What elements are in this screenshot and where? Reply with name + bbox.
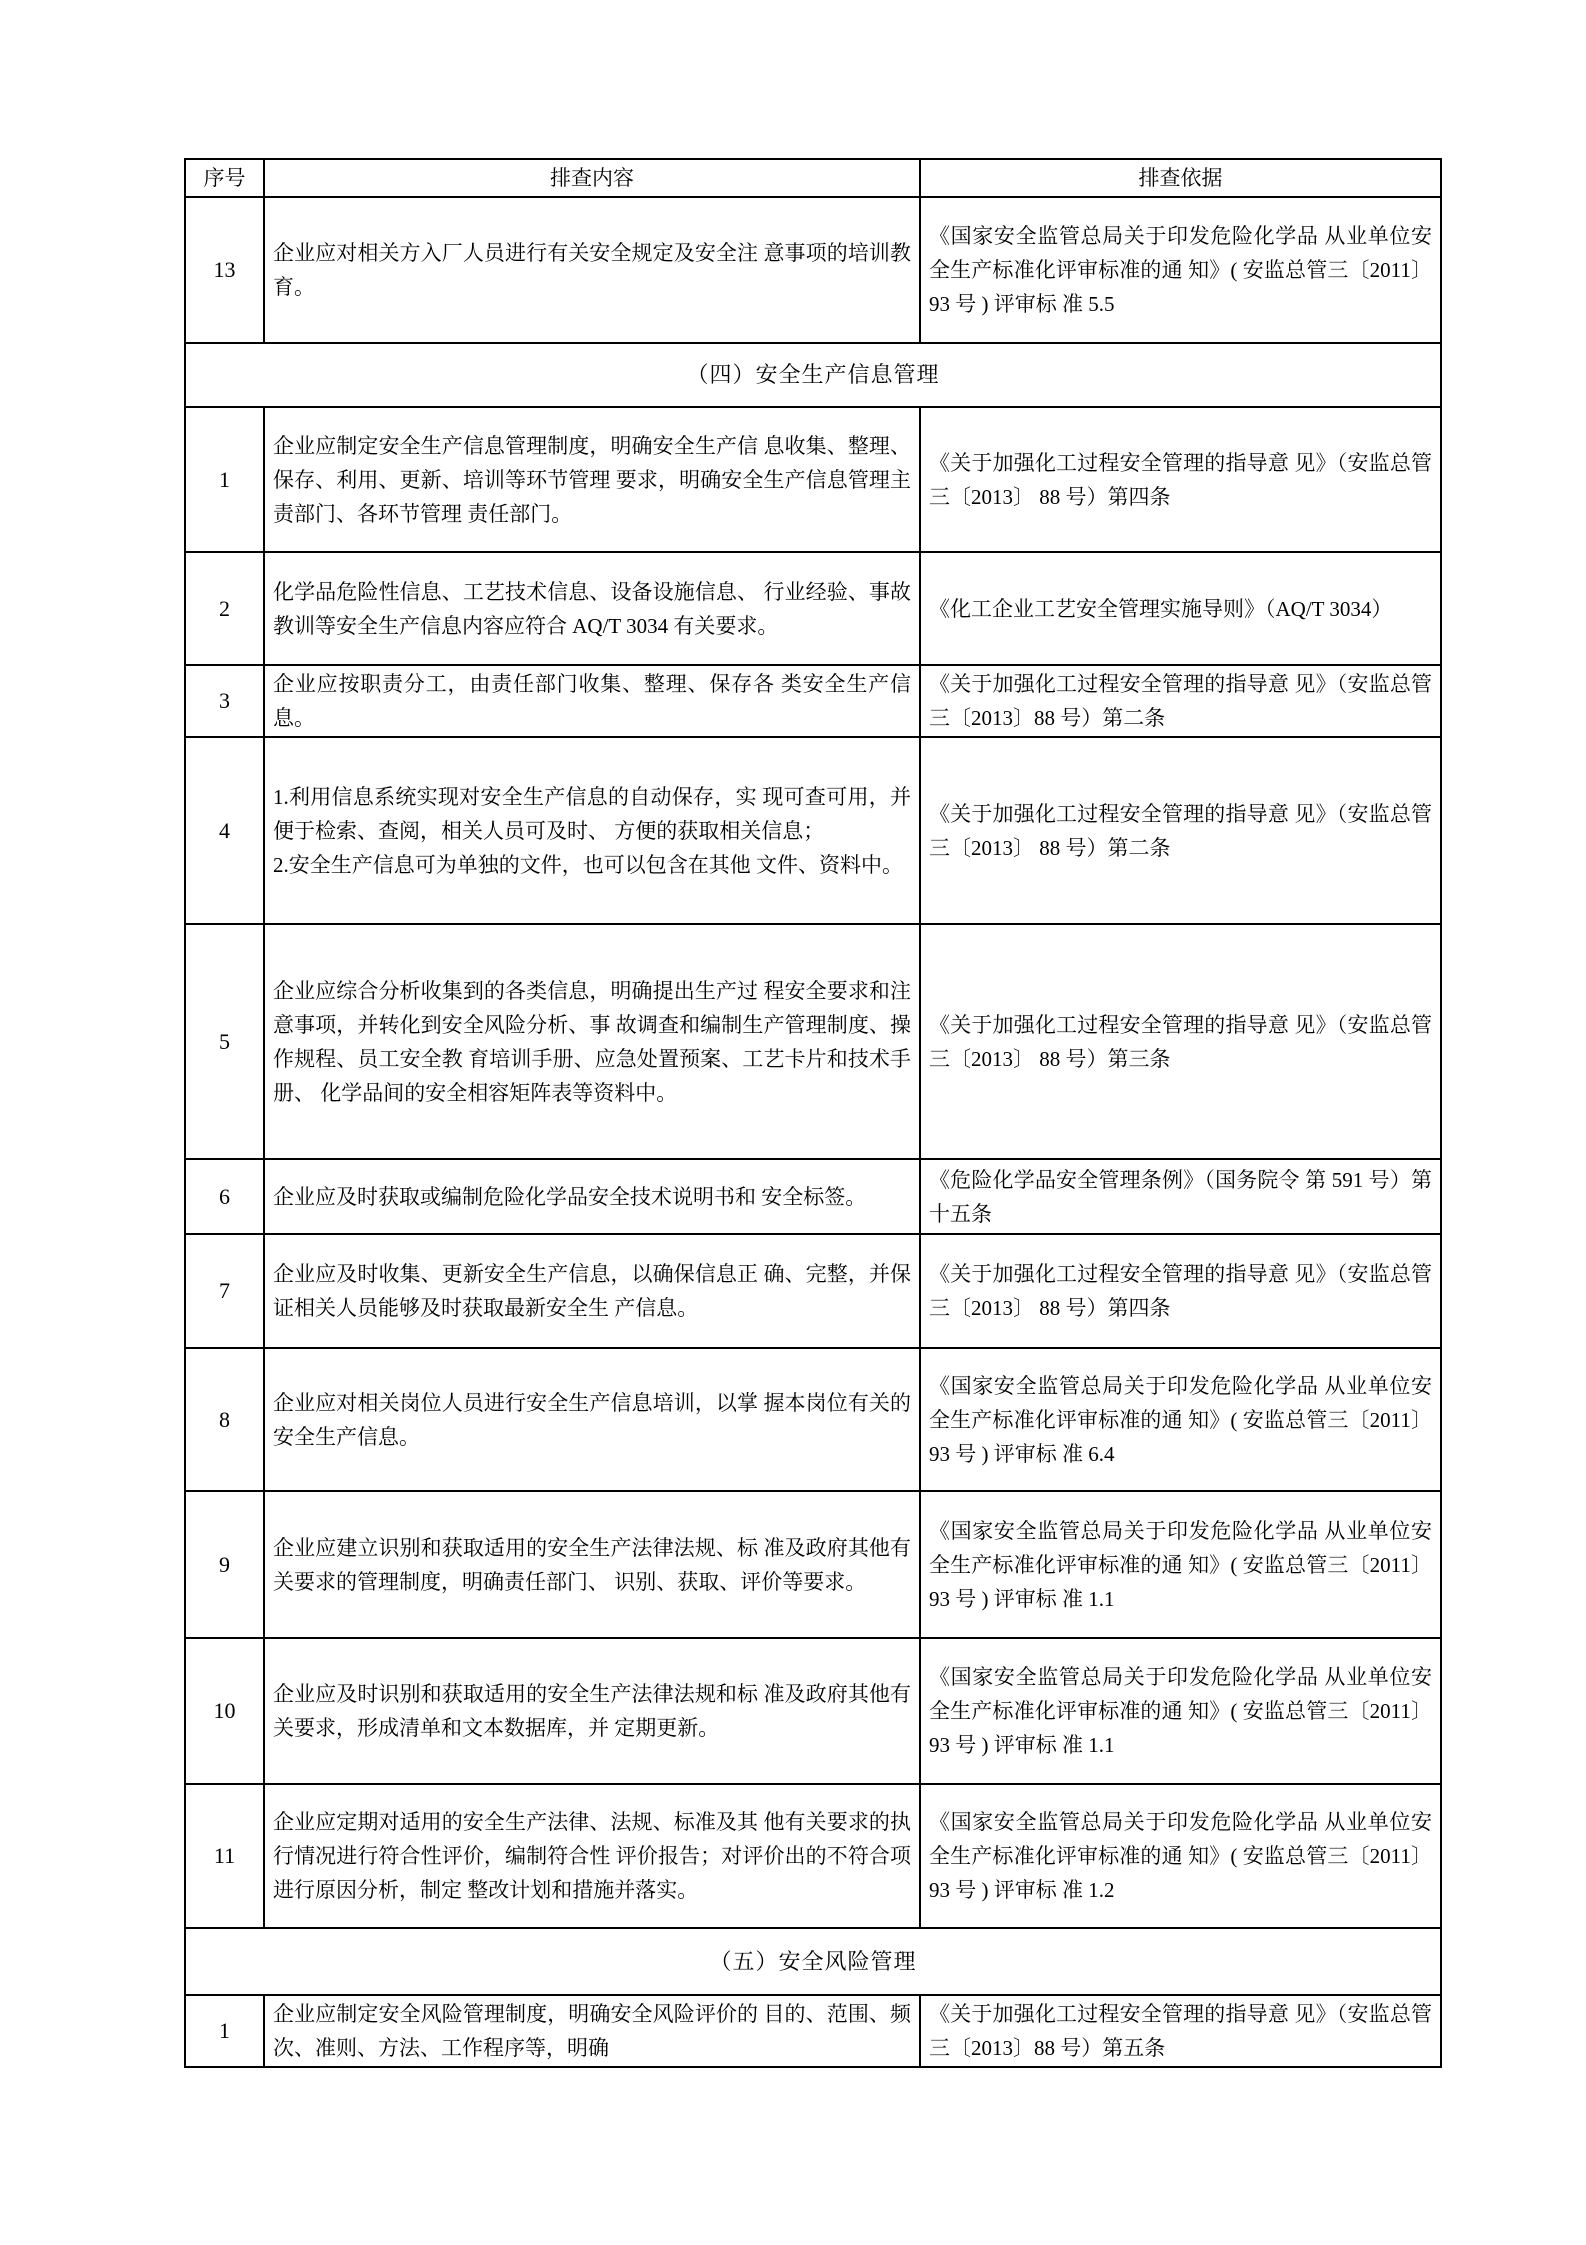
row-number-cell: 6	[185, 1159, 264, 1234]
inspection-content-cell	[264, 407, 920, 552]
inspection-content-cell	[264, 197, 920, 343]
table-row	[185, 924, 1441, 1159]
table-row	[185, 1159, 1441, 1234]
row-number-cell: 2	[185, 552, 264, 665]
content-paragraph: 企业应定期对适用的安全生产法律、法规、标准及其 他有关要求的执行情况进行符合性评价，编制符合性 评价报告；对评价出的不符合项进行原因分析，制定 整改计划和措施并落实。	[273, 1810, 911, 1902]
inspection-content-cell	[264, 1491, 920, 1638]
inspection-content-cell	[264, 737, 920, 924]
content-paragraph: 化学品危险性信息、工艺技术信息、设备设施信息、 行业经验、事故教训等安全生产信息内容应符合 AQ/T 3034 有关要求。	[273, 579, 911, 638]
content-paragraph: 企业应建立识别和获取适用的安全生产法律法规、标 准及政府其他有关要求的管理制度，明确责任部门、 识别、获取、评价等要求。	[273, 1535, 911, 1594]
row-number-cell: 7	[185, 1234, 264, 1348]
inspection-content-cell	[264, 924, 920, 1159]
content-paragraph: 企业应及时获取或编制危险化学品安全技术说明书和 安全标签。	[273, 1184, 867, 1209]
table-row	[185, 1638, 1441, 1784]
header-cell-no: 序号	[185, 159, 264, 197]
inspection-content-cell	[264, 1784, 920, 1928]
section-title: （四）安全生产信息管理	[185, 343, 1441, 407]
inspection-basis-cell: 《国家安全监管总局关于印发危险化学品 从业单位安全生产标准化评审标准的通 知》( 安监总管三〔2011〕93 号 ) 评审标 准 1.1	[920, 1638, 1441, 1784]
table-row	[185, 665, 1441, 737]
row-number-cell: 4	[185, 737, 264, 924]
row-number-cell: 3	[185, 665, 264, 737]
table-row	[185, 1348, 1441, 1491]
inspection-basis-cell: 《化工企业工艺安全管理实施导则》（AQ/T 3034）	[920, 552, 1441, 665]
inspection-content-cell	[264, 1234, 920, 1348]
content-paragraph: 企业应及时识别和获取适用的安全生产法律法规和标 准及政府其他有关要求，形成清单和文本数据库，并 定期更新。	[273, 1682, 911, 1740]
header-cell-content: 排查内容	[264, 159, 920, 197]
table-row	[185, 1784, 1441, 1928]
inspection-basis-cell: 《关于加强化工过程安全管理的指导意 见》（安监总管三〔2013〕 88 号）第二条	[920, 737, 1441, 924]
inspection-table	[184, 158, 1442, 2068]
inspection-content-cell	[264, 1995, 920, 2067]
inspection-basis-cell: 《关于加强化工过程安全管理的指导意 见》（安监总管三〔2013〕 88 号）第三条	[920, 924, 1441, 1159]
inspection-basis-cell: 《国家安全监管总局关于印发危险化学品 从业单位安全生产标准化评审标准的通 知》( 安监总管三〔2011〕 93 号 ) 评审标 准 6.4	[920, 1348, 1441, 1491]
table-body	[185, 197, 1441, 2067]
row-number-cell: 9	[185, 1491, 264, 1638]
inspection-basis-cell: 《关于加强化工过程安全管理的指导意 见》（安监总管三〔2013〕 88 号）第四条	[920, 1234, 1441, 1348]
inspection-content-cell	[264, 1159, 920, 1234]
table-row	[185, 197, 1441, 343]
content-paragraph: 1.利用信息系统实现对安全生产信息的自动保存，实 现可查可用，并便于检索、查阅，相关人员可及时、 方便的获取相关信息；	[273, 784, 911, 843]
content-paragraph: 2.安全生产信息可为单独的文件，也可以包含在其他 文件、资料中。	[273, 852, 903, 877]
inspection-content-cell	[264, 665, 920, 737]
row-number-cell: 1	[185, 407, 264, 552]
row-number-cell: 1	[185, 1995, 264, 2067]
table-row	[185, 1995, 1441, 2067]
inspection-basis-cell: 《关于加强化工过程安全管理的指导意 见》（安监总管三〔2013〕88 号）第五条	[920, 1995, 1441, 2067]
inspection-basis-cell: 《关于加强化工过程安全管理的指导意 见》（安监总管三〔2013〕88 号）第二条	[920, 665, 1441, 737]
header-cell-basis: 排查依据	[920, 159, 1441, 197]
inspection-content-cell	[264, 1638, 920, 1784]
inspection-content-cell	[264, 552, 920, 665]
inspection-content-cell	[264, 1348, 920, 1491]
inspection-basis-cell: 《关于加强化工过程安全管理的指导意 见》（安监总管三〔2013〕 88 号）第四条	[920, 407, 1441, 552]
section-row	[185, 1928, 1441, 1995]
content-paragraph: 企业应制定安全风险管理制度，明确安全风险评价的 目的、范围、频次、准则、方法、工作程序等，明确	[273, 2002, 911, 2060]
content-paragraph: 企业应及时收集、更新安全生产信息，以确保信息正 确、完整，并保证相关人员能够及时获取最新安全生 产信息。	[273, 1262, 911, 1320]
table-row	[185, 737, 1441, 924]
content-paragraph: 企业应对相关方入厂人员进行有关安全规定及安全注 意事项的培训教育。	[273, 241, 911, 299]
inspection-basis-cell: 《危险化学品安全管理条例》（国务院令 第 591 号）第十五条	[920, 1159, 1441, 1234]
table-row	[185, 552, 1441, 665]
row-number-cell: 10	[185, 1638, 264, 1784]
row-number-cell: 11	[185, 1784, 264, 1928]
section-row	[185, 343, 1441, 407]
inspection-basis-cell: 《国家安全监管总局关于印发危险化学品 从业单位安全生产标准化评审标准的通 知》( 安监总管三〔2011〕93 号 ) 评审标 准 5.5	[920, 197, 1441, 343]
table-header-row	[185, 159, 1441, 197]
inspection-basis-cell: 《国家安全监管总局关于印发危险化学品 从业单位安全生产标准化评审标准的通 知》( 安监总管三〔2011〕93 号 ) 评审标 准 1.2	[920, 1784, 1441, 1928]
row-number-cell: 8	[185, 1348, 264, 1491]
content-paragraph: 企业应对相关岗位人员进行安全生产信息培训，以掌 握本岗位有关的安全生产信息。	[273, 1390, 911, 1449]
row-number-cell: 13	[185, 197, 264, 343]
table-row	[185, 1234, 1441, 1348]
table-row	[185, 1491, 1441, 1638]
inspection-basis-cell: 《国家安全监管总局关于印发危险化学品 从业单位安全生产标准化评审标准的通 知》( 安监总管三〔2011〕93 号 ) 评审标 准 1.1	[920, 1491, 1441, 1638]
table-row	[185, 407, 1441, 552]
content-paragraph: 企业应制定安全生产信息管理制度，明确安全生产信 息收集、整理、保存、利用、更新、培训等环节管理 要求，明确安全生产信息管理主责部门、各环节管理 责任部门。	[273, 433, 911, 526]
content-paragraph: 企业应综合分析收集到的各类信息，明确提出生产过 程安全要求和注意事项，并转化到安全风险分析、事 故调查和编制生产管理制度、操作规程、员工安全教 育培训手册、应急处置预案、工艺卡片和技术手册、 化学品间的安全相容矩阵表等资料中。	[273, 978, 911, 1105]
row-number-cell: 5	[185, 924, 264, 1159]
content-paragraph: 企业应按职责分工，由责任部门收集、整理、保存各 类安全生产信息。	[273, 672, 911, 730]
section-title: （五）安全风险管理	[185, 1928, 1441, 1995]
